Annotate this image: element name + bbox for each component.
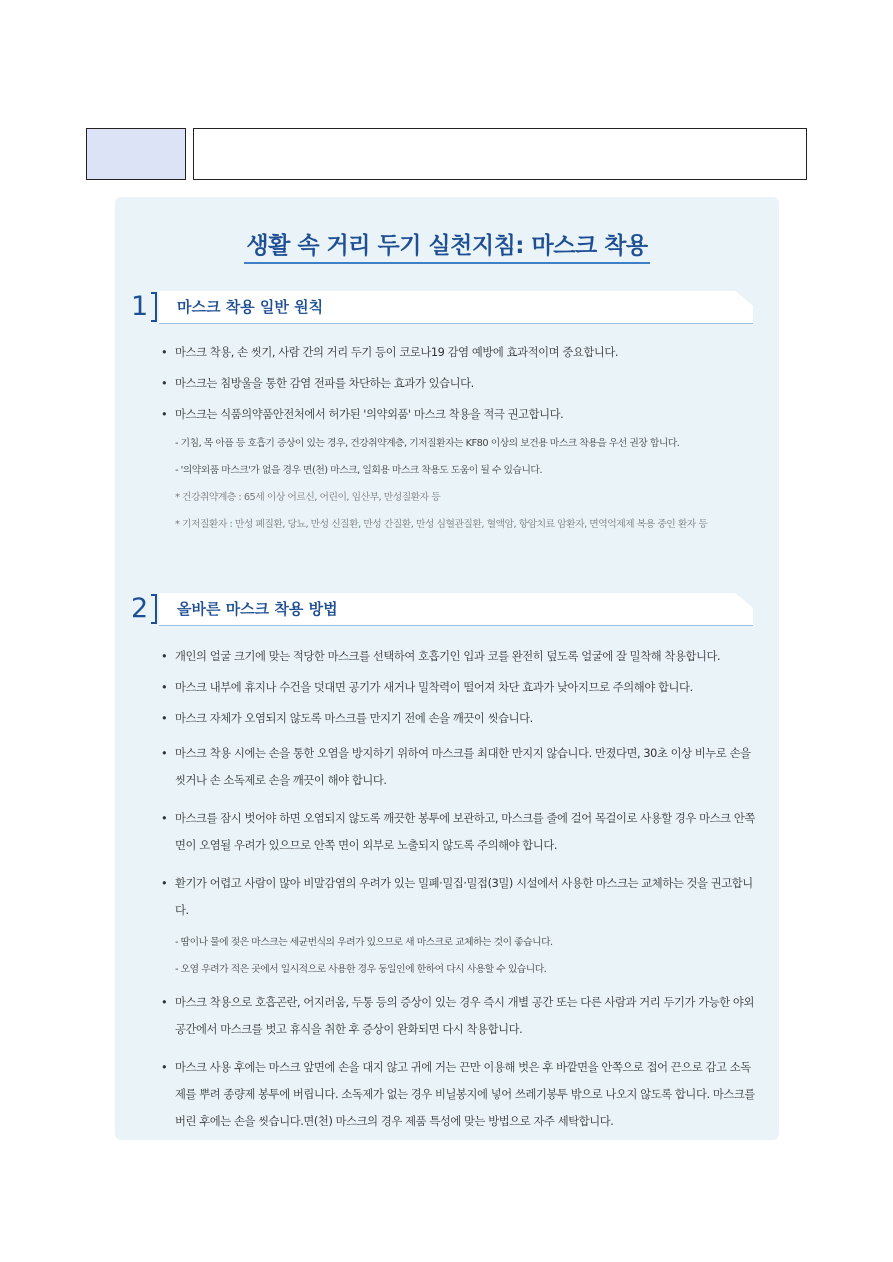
panel-title — [115, 227, 779, 260]
sub-item: - 오염 우려가 적은 곳에서 일시적으로 사용한 경우 동일인에 한하여 다시 사용할 수 있습니다. — [175, 964, 547, 975]
list-item: • 마스크 자체가 오염되지 않도록 마스크를 만지기 전에 손을 깨끗이 씻습니다. — [161, 709, 761, 729]
section-2-number: 2 — [131, 593, 149, 624]
header-title-box — [193, 128, 807, 180]
section-2-heading: 올바른 마스크 착용 방법 — [177, 600, 338, 618]
list-item: • 마스크는 식품의약품안전처에서 허가된 '의약외품' 마스크 착용을 적극 권고합니다. — [161, 405, 761, 425]
section-2-bracket — [151, 594, 157, 624]
sub-item: - 기침, 목 아픔 등 호흡기 증상이 있는 경우, 건강취약계층, 기저질환자는 KF80 이상의 보건용 마스크 착용을 우선 권장 합니다. — [175, 438, 680, 449]
sub-item: - '의약외품 마스크'가 없을 경우 면(천) 마스크, 일회용 마스크 착용도 도움이 될 수 있습니다. — [175, 465, 543, 476]
list-item: • 마스크 착용으로 호흡곤란, 어지러움, 두통 등의 증상이 있는 경우 즉시 개별 공간 또는 다른 사람과 거리 두기가 가능한 야외 공간에서 마스크를 벗고 휴식을 취한 후 증상이 완화되면 다시 착용합니다. — [161, 989, 761, 1043]
list-item: • 마스크 사용 후에는 마스크 앞면에 손을 대지 않고 귀에 거는 끈만 이용해 벗은 후 바깥면을 안쪽으로 접어 끈으로 감고 소독제를 뿌려 종량제 봉투에 버립니다. 소독제가 없는 경우 비닐봉지에 넣어 쓰레기봉투 밖으로 나오지 않도록 합니다. 마스크를 버린 후에는 손을 씻습니다.면(천) 마스크의 경우 제품 특성에 맞는 방법으로 자주 세탁합니다. — [161, 1054, 761, 1135]
guideline-panel — [115, 197, 779, 1140]
panel-title-text: 생활 속 거리 두기 실천지침: 마스크 착용 — [244, 233, 649, 264]
header-row — [86, 128, 807, 180]
list-item: • 마스크 내부에 휴지나 수건을 덧대면 공기가 새거나 밀착력이 떨어져 차단 효과가 낮아지므로 주의해야 합니다. — [161, 678, 761, 698]
section-2-header — [131, 592, 753, 626]
note-item: * 기저질환자 : 만성 폐질환, 당뇨, 만성 신질환, 만성 간질환, 만성 심혈관질환, 혈액암, 항암치료 암환자, 면역억제제 복용 중인 환자 등 — [175, 519, 708, 530]
list-item: • 환기가 어렵고 사람이 많아 비말감염의 우려가 있는 밀폐·밀집·밀접(3밀) 시설에서 사용한 마스크는 교체하는 것을 권고합니다. — [161, 870, 761, 924]
list-item: • 마스크는 침방울을 통한 감염 전파를 차단하는 효과가 있습니다. — [161, 374, 761, 394]
section-1-number: 1 — [131, 291, 149, 322]
section-1-header — [131, 290, 753, 324]
header-label-box — [86, 128, 186, 180]
section-1-bracket — [151, 292, 157, 322]
sub-item: - 땀이나 물에 젖은 마스크는 세균번식의 우려가 있으므로 새 마스크로 교체하는 것이 좋습니다. — [175, 937, 553, 948]
note-item: * 건강취약계층 : 65세 이상 어르신, 어린이, 임산부, 만성질환자 등 — [175, 492, 441, 503]
section-2-list — [161, 647, 761, 1146]
list-item: • 개인의 얼굴 크기에 맞는 적당한 마스크를 선택하여 호흡기인 입과 코를 완전히 덮도록 얼굴에 잘 밀착해 착용합니다. — [161, 647, 761, 667]
section-1-heading: 마스크 착용 일반 원칙 — [177, 298, 324, 316]
section-1-list — [161, 343, 761, 544]
list-item: • 마스크 착용 시에는 손을 통한 오염을 방지하기 위하여 마스크를 최대한 만지지 않습니다. 만졌다면, 30초 이상 비누로 손을 씻거나 손 소독제로 손을 깨끗이 해야 합니다. — [161, 740, 761, 794]
list-item: • 마스크를 잠시 벗어야 하면 오염되지 않도록 깨끗한 봉투에 보관하고, 마스크를 줄에 걸어 목걸이로 사용할 경우 마스크 안쪽 면이 오염될 우려가 있으므로 안쪽 면이 외부로 노출되지 않도록 주의해야 합니다. — [161, 805, 761, 859]
list-item: • 마스크 착용, 손 씻기, 사람 간의 거리 두기 등이 코로나19 감염 예방에 효과적이며 중요합니다. — [161, 343, 761, 363]
